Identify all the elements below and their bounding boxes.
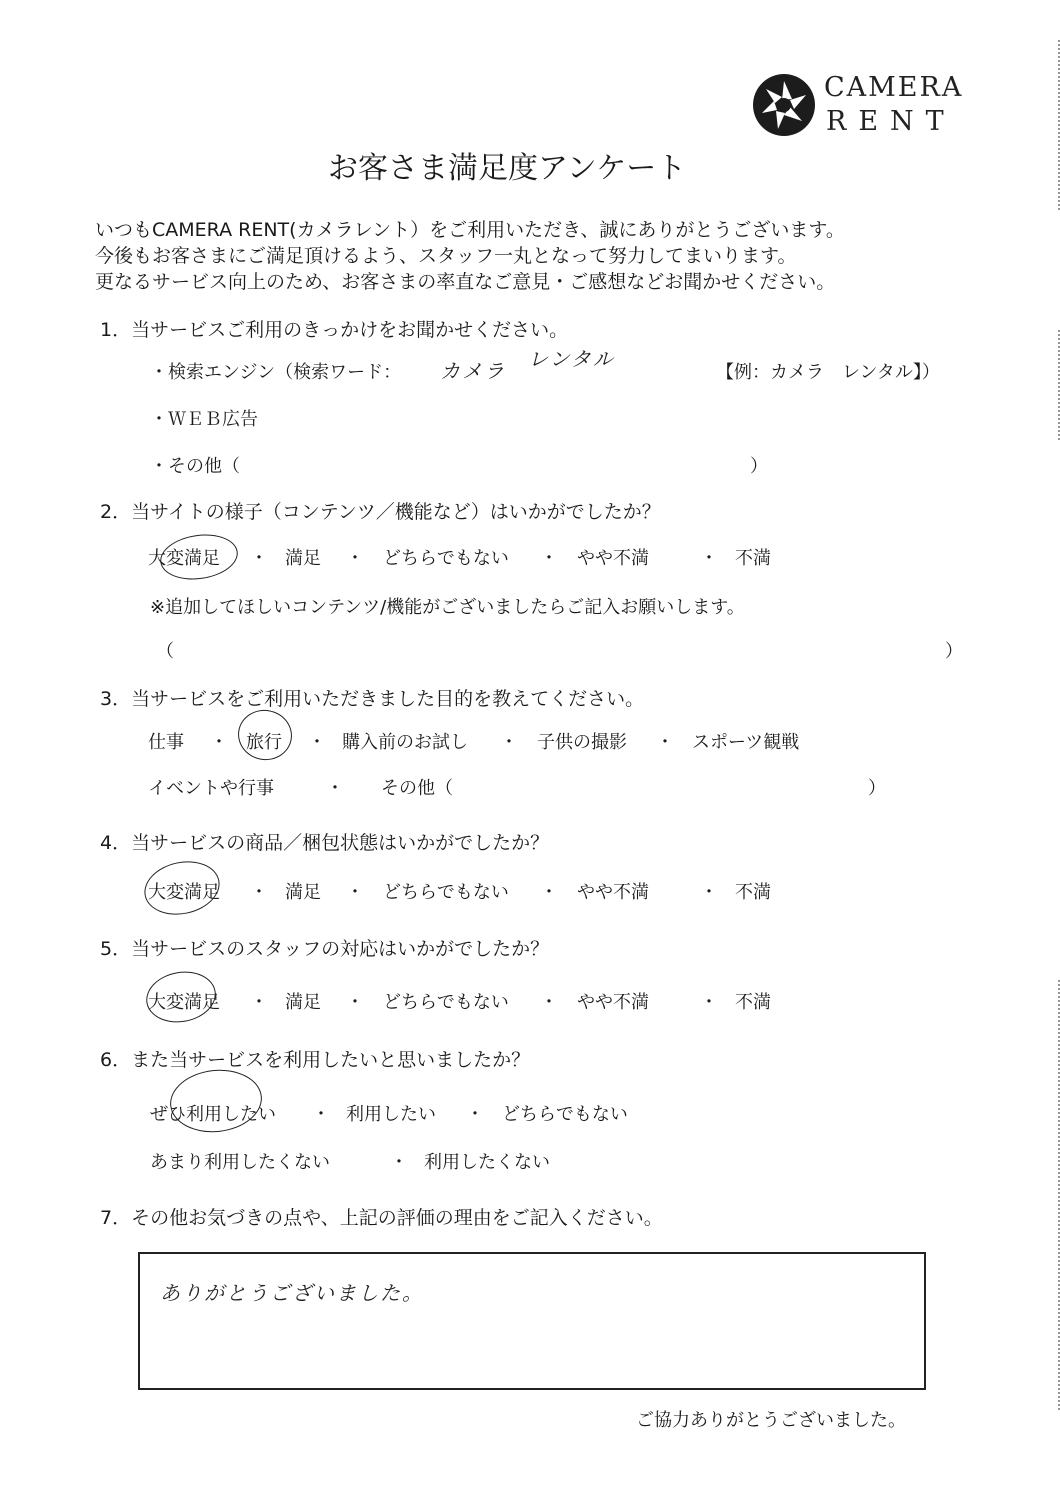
q3-separator: ・ bbox=[210, 732, 228, 753]
question-1: 1．当サービスご利用のきっかけをお聞かせください。 bbox=[100, 319, 569, 341]
q1-search-example: 【例：カメラ レンタル】） bbox=[716, 362, 940, 383]
q2-separator: ・ bbox=[250, 548, 268, 569]
question-3: 3．当サービスをご利用いただきました目的を教えてください。 bbox=[100, 688, 645, 710]
q3-option-work: 仕事 bbox=[148, 732, 184, 753]
question-2: 2．当サイトの様子（コンテンツ／機能など）はいかがでしたか？ bbox=[100, 501, 661, 523]
q2-option-somewhat-dissatisfied: やや不満 bbox=[577, 548, 649, 569]
q1-option-other: ・その他（ bbox=[150, 456, 240, 477]
q3-option-travel: 旅行 bbox=[246, 732, 282, 753]
q5-option-somewhat-dissatisfied: やや不満 bbox=[577, 992, 649, 1013]
q3-selection-circle bbox=[234, 706, 296, 765]
logo-text-rent: RENT bbox=[826, 106, 956, 137]
q7-answer-box[interactable] bbox=[138, 1252, 926, 1390]
q3-separator: ・ bbox=[656, 732, 674, 753]
q4-separator: ・ bbox=[346, 882, 364, 903]
footer-thanks: ご協力ありがとうございました。 bbox=[636, 1410, 906, 1431]
q4-separator: ・ bbox=[540, 882, 558, 903]
q5-option-dissatisfied: 不満 bbox=[735, 992, 771, 1013]
q6-option-definitely: ぜひ利用したい bbox=[150, 1104, 276, 1125]
q3-separator: ・ bbox=[308, 732, 326, 753]
q1-option-search: ・検索エンジン（検索ワード： bbox=[150, 362, 402, 383]
q2-open-paren: （ bbox=[156, 641, 174, 662]
q3-option-child-photography: 子供の撮影 bbox=[537, 732, 627, 753]
q5-option-neutral: どちらでもない bbox=[383, 992, 509, 1013]
q1-handwritten-word-1: カメラ bbox=[440, 359, 506, 383]
q2-note: ※追加してほしいコンテンツ/機能がございましたらご記入お願いします。 bbox=[150, 597, 745, 618]
q2-option-very-satisfied: 大変満足 bbox=[148, 548, 220, 569]
q3-separator: ・ bbox=[326, 778, 344, 799]
q2-separator: ・ bbox=[540, 548, 558, 569]
question-5: 5．当サービスのスタッフの対応はいかがでしたか？ bbox=[100, 938, 550, 960]
question-6: 6．また当サービスを利用したいと思いましたか？ bbox=[100, 1049, 531, 1071]
q5-selection-circle bbox=[142, 966, 220, 1027]
q5-separator: ・ bbox=[250, 992, 268, 1013]
intro-line-2: 今後もお客さまにご満足頂けるよう、スタッフ一丸となって努力してまいります。 bbox=[95, 245, 797, 267]
scan-edge-mark bbox=[1052, 40, 1060, 210]
q4-separator: ・ bbox=[250, 882, 268, 903]
q4-option-somewhat-dissatisfied: やや不満 bbox=[577, 882, 649, 903]
intro-line-1: いつもCAMERA RENT(カメラレント）をご利用いただき、誠にありがとうございます。 bbox=[95, 219, 845, 241]
q1-other-close-paren: ） bbox=[750, 456, 768, 477]
scan-edge-mark bbox=[1052, 980, 1060, 1410]
q2-option-dissatisfied: 不満 bbox=[735, 548, 771, 569]
q2-option-neutral: どちらでもない bbox=[383, 548, 509, 569]
q5-separator: ・ bbox=[700, 992, 718, 1013]
q3-option-other: その他（ bbox=[381, 778, 453, 799]
q6-option-neutral: どちらでもない bbox=[502, 1104, 628, 1125]
q3-separator: ・ bbox=[500, 732, 518, 753]
q6-separator: ・ bbox=[466, 1104, 484, 1125]
q5-option-very-satisfied: 大変満足 bbox=[148, 992, 220, 1013]
q2-selection-circle bbox=[157, 530, 240, 584]
q2-separator: ・ bbox=[700, 548, 718, 569]
q6-option-not-really: あまり利用したくない bbox=[150, 1152, 330, 1173]
q5-separator: ・ bbox=[540, 992, 558, 1013]
intro-line-3: 更なるサービス向上のため、お客さまの率直なご意見・ご感想などお聞かせください。 bbox=[95, 271, 836, 293]
q2-close-paren: ） bbox=[945, 641, 963, 662]
q1-option-web-ad: ・ＷＥＢ広告 bbox=[150, 409, 258, 430]
q4-selection-circle bbox=[139, 855, 224, 922]
q4-option-dissatisfied: 不満 bbox=[735, 882, 771, 903]
logo-text-camera: CAMERA bbox=[824, 72, 964, 103]
q1-handwritten-word-2: レンタル bbox=[528, 347, 615, 371]
question-4: 4．当サービスの商品／梱包状態はいかがでしたか？ bbox=[100, 832, 550, 854]
q3-option-events: イベントや行事 bbox=[148, 778, 274, 799]
q5-option-satisfied: 満足 bbox=[285, 992, 321, 1013]
q4-separator: ・ bbox=[700, 882, 718, 903]
q3-other-close-paren: ） bbox=[868, 778, 886, 799]
q2-separator: ・ bbox=[346, 548, 364, 569]
q6-separator: ・ bbox=[312, 1104, 330, 1125]
q4-option-neutral: どちらでもない bbox=[383, 882, 509, 903]
question-7: 7．その他お気づきの点や、上記の評価の理由をご記入ください。 bbox=[100, 1207, 663, 1229]
q5-separator: ・ bbox=[346, 992, 364, 1013]
scan-edge-mark bbox=[1052, 330, 1060, 440]
q6-separator: ・ bbox=[390, 1152, 408, 1173]
q4-option-very-satisfied: 大変満足 bbox=[148, 882, 220, 903]
q7-handwritten-answer: ありがとうございました。 bbox=[160, 1281, 424, 1305]
q4-option-satisfied: 満足 bbox=[285, 882, 321, 903]
q6-option-do-not-want: 利用したくない bbox=[424, 1152, 550, 1173]
q3-option-sports-watching: スポーツ観戦 bbox=[692, 732, 800, 753]
q6-option-want-to-use: 利用したい bbox=[346, 1104, 436, 1125]
q3-option-trial-before-purchase: 購入前のお試し bbox=[342, 732, 468, 753]
page-title: お客さま満足度アンケート bbox=[328, 151, 687, 186]
camera-rent-logo-icon bbox=[752, 73, 816, 137]
q2-option-satisfied: 満足 bbox=[285, 548, 321, 569]
